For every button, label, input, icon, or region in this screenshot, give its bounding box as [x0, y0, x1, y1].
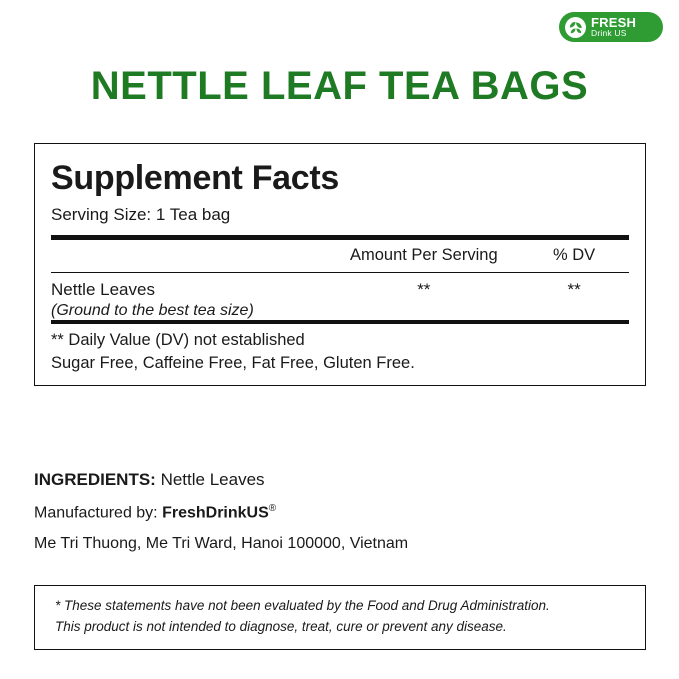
row-dv: **: [567, 280, 581, 300]
column-header-dv: % DV: [552, 246, 596, 265]
table-row-note: [51, 302, 629, 320]
disclaimer-line-2: This product is not intended to diagnose, treat, cure or prevent any disease.: [55, 618, 507, 634]
row-note-spacer-dv: [519, 302, 629, 320]
row-note: (Ground to the best tea size): [51, 302, 254, 320]
row-name: Nettle Leaves: [51, 280, 155, 300]
footnote-free-claims: Sugar Free, Caffeine Free, Fat Free, Gluten Free.: [51, 354, 415, 373]
disclaimer-line-1: * These statements have not been evaluated by the Food and Drug Administration.: [55, 598, 550, 613]
fda-disclaimer: [34, 585, 646, 650]
page-title: NETTLE LEAF TEA BAGS: [90, 64, 589, 108]
manufactured-label: Manufactured by:: [34, 504, 158, 522]
brand-name: FRESH: [591, 14, 637, 30]
table-row: [51, 273, 629, 302]
column-header-amount: Amount Per Serving: [349, 246, 498, 265]
brand-badge: [559, 12, 663, 42]
manufacturer-address: Me Tri Thuong, Me Tri Ward, Hanoi 100000, Vietnam: [34, 535, 409, 553]
manufacturer-name: FreshDrinkUS: [162, 504, 269, 522]
table-header-row: [51, 240, 629, 272]
row-amount: **: [417, 280, 431, 300]
brand-text: [591, 16, 636, 39]
supplement-facts-panel: [34, 143, 646, 386]
manufactured-line: [34, 503, 646, 522]
ingredients-label: INGREDIENTS:: [34, 470, 156, 489]
product-info: [34, 470, 646, 553]
row-note-spacer-amount: [328, 302, 519, 320]
brand-subtitle: Drink US: [591, 28, 627, 39]
registered-mark: ®: [268, 503, 277, 514]
leaf-icon: [565, 17, 586, 38]
supplement-facts-rows: [51, 273, 629, 320]
ingredients-value: Nettle Leaves: [160, 470, 265, 489]
serving-size: Serving Size: 1 Tea bag: [51, 205, 231, 225]
supplement-facts-table: [51, 240, 629, 272]
ingredients-line: [34, 470, 646, 490]
footnote-daily-value: ** Daily Value (DV) not established: [51, 331, 305, 350]
supplement-facts-heading: Supplement Facts: [51, 159, 340, 197]
column-header-name: [51, 240, 328, 272]
